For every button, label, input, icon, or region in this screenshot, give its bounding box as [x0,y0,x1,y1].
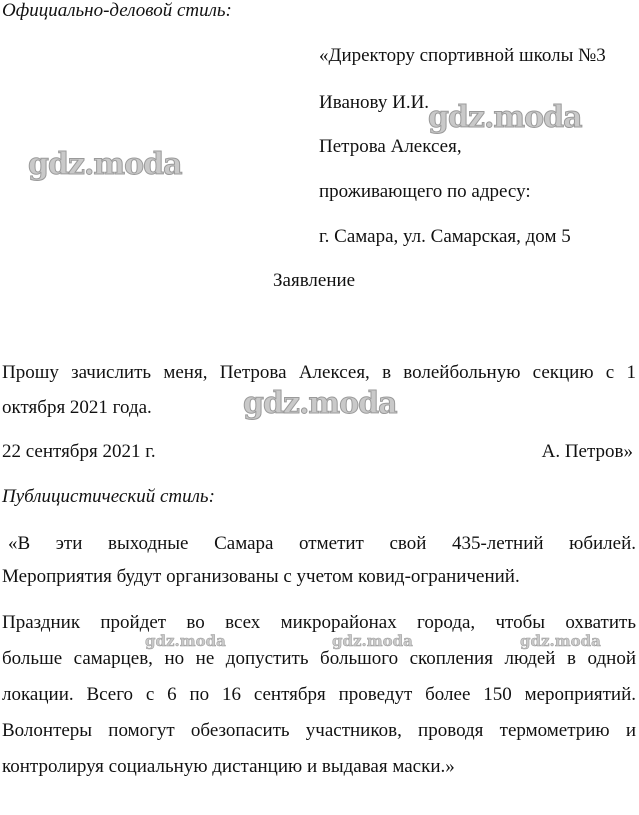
application-body-line-1: Прошу зачислить меня, Петрова Алексея, в волейбольную секцию с 1 [2,362,636,383]
article-line-5: локации. Всего с 6 по 16 сентября проведут более 150 мероприятий. [2,684,636,705]
article-line-4: больше самарцев, но не допустить большого скопления людей в одной [2,648,636,669]
watermark-logo: gdz.moda [28,147,182,182]
document-title: Заявление [273,270,356,291]
address-line-3: Петрова Алексея, [319,136,462,157]
address-line-1: «Директору спортивной школы №3 [319,45,606,66]
official-style-heading: Официально-деловой стиль: [2,0,232,21]
address-line-5: г. Самара, ул. Самарская, дом 5 [319,226,571,247]
watermark-logo: gdz.moda [428,100,582,135]
watermark-logo: gdz.moda [520,632,601,650]
article-line-3: Праздник пройдет во всех микрорайонах города, чтобы охватить [2,612,636,633]
application-signature: А. Петров» [541,441,633,462]
address-line-4: проживающего по адресу: [319,181,531,202]
address-line-2: Иванову И.И. [319,92,430,113]
application-date: 22 сентября 2021 г. [2,441,156,462]
article-line-6: Волонтеры помогут обезопасить участников, проводя термометрию и [2,720,636,741]
watermark-logo: gdz.moda [332,632,413,650]
article-line-2: Мероприятия будут организованы с учетом ковид-ограничений. [2,566,520,587]
article-line-1: «В эти выходные Самара отметит свой 435-летний юбилей. [8,533,636,554]
article-line-7: контролируя социальную дистанцию и выдавая маски.» [2,756,455,777]
watermark-logo: gdz.moda [145,632,226,650]
publicistic-style-heading: Публицистический стиль: [2,486,215,507]
application-body-line-2: октября 2021 года. [2,397,152,418]
watermark-logo: gdz.moda [243,386,397,421]
